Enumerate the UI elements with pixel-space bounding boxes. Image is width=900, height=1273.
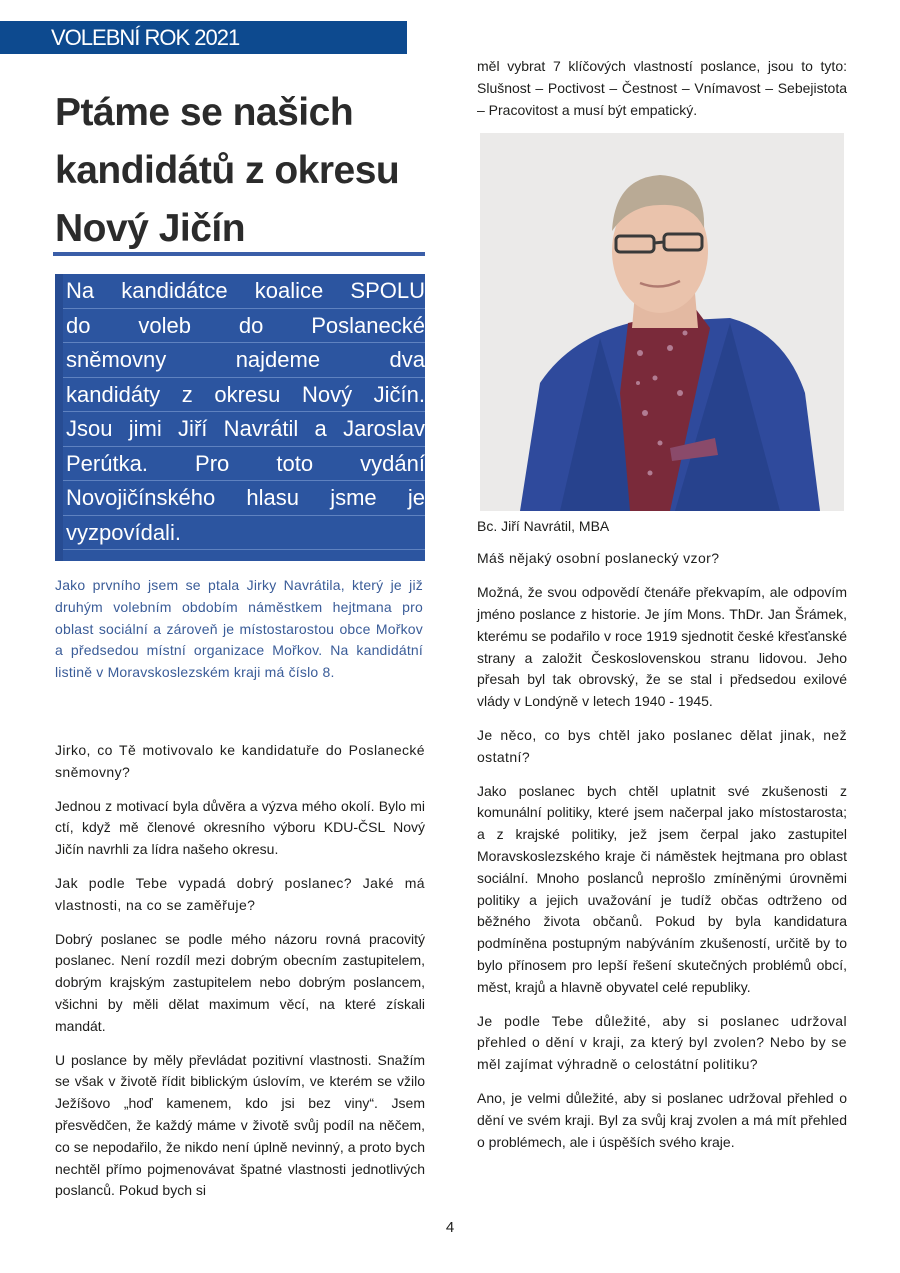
lead-line: Novojičínského hlasu jsme je bbox=[63, 481, 425, 516]
section-label: VOLEBNÍ ROK 2021 bbox=[51, 25, 240, 50]
interview-answer-continued: měl vybrat 7 klíčových vlastností poslance, jsou to tyto: Slušnost – Poctivost – Čestnost – Vnímavost – Sebejistota – Pracovitost a musí být empatický. bbox=[477, 58, 847, 118]
lead-line: kandidáty z okresu Nový Jičín. bbox=[63, 378, 425, 413]
left-column bbox=[55, 740, 425, 1214]
lead-line: Jsou jimi Jiří Navrátil a Jaroslav bbox=[63, 412, 425, 447]
article-title bbox=[55, 84, 435, 258]
intro-paragraph: Jako prvního jsem se ptala Jirky Navrátila, který je již druhým volebním obdobím náměstkem hejtmana pro oblast sociální a zároveň je místostarostou obce Mořkov a předsedou místní organizace Mořkov. Na kandidátní listině v Moravskoslezském kraji má číslo 8. bbox=[55, 577, 423, 681]
interview-question: Jak podle Tebe vypadá dobrý poslanec? Jaké má vlastnosti, na co se zaměřuje? bbox=[55, 874, 425, 913]
interview-question: Máš nějaký osobní poslanecký vzor? bbox=[477, 550, 720, 567]
title-line: kandidátů z okresu bbox=[55, 149, 400, 192]
right-column bbox=[477, 56, 847, 1165]
interview-answer: Jednou z motivací byla důvěra a výzva mého okolí. Bylo mi ctí, když mě členové okresního výboru KDU-ČSL Nový Jičín navrhli za lídra našeho okresu. bbox=[55, 797, 425, 858]
lead-line: Perútka. Pro toto vydání bbox=[63, 447, 425, 482]
interview-answer: U poslance by měly převládat pozitivní vlastnosti. Snažím se však v životě řídit biblickým úslovím, ve kterém se vžilo Ježíšovo „hoď kamenem, kdo jsi bez viny“. Jsem přesvědčen, že každý máme v životě svůj podíl na něčem, co se nepodařilo, že nikdo není úplně nevinný, a proto bych nechtěl přímo pojmenovávat špatné vlastnosti jednotlivých poslanců. Pokud bych si bbox=[55, 1051, 425, 1199]
interview-answer: Možná, že svou odpovědí čtenáře překvapím, ale odpovím jméno poslance z historie. Je jím Mons. ThDr. Jan Šrámek, kterému se podařilo v roce 1919 sjednotit české křesťanské strany a založit Československou stranu lidovou. Jeho přesah byl tak obrovský, že se stal i předsedou exilové vlády v Londýně v letech 1940 - 1945. bbox=[477, 584, 847, 710]
interview-question: Je podle Tebe důležité, aby si poslanec udržoval přehled o dění v kraji, za který byl zvolen? Nebo by se měl zajímat výhradně o celostátní politiku? bbox=[477, 1012, 847, 1073]
lead-box bbox=[55, 274, 425, 561]
title-line: Ptáme se našich bbox=[55, 91, 354, 134]
interview-answer: Dobrý poslanec se podle mého názoru rovná pracovitý poslanec. Není rozdíl mezi dobrým obecním zastupitelem, dobrým krajským zastupitelem nebo dobrým poslancem, všichni by měli dělat maximum věcí, na které získali mandát. bbox=[55, 930, 425, 1034]
section-banner bbox=[0, 21, 407, 54]
title-line: Nový Jičín bbox=[55, 207, 246, 250]
lead-line: Na kandidátce koalice SPOLU bbox=[63, 274, 425, 309]
lead-line: do voleb do Poslanecké bbox=[63, 309, 425, 344]
lead-line: vyzpovídali. bbox=[63, 516, 425, 551]
interview-answer: Ano, je velmi důležité, aby si poslanec udržoval přehled o dění ve svém kraji. Byl za svůj kraj zvolen a má mít přehled o problémech, ale i úspěších svého kraje. bbox=[477, 1089, 847, 1150]
interview-answer: Jako poslanec bych chtěl uplatnit své zkušenosti z komunální politiky, které jsem načerpal jako místostarosta; a z krajské politiky, jež jsem čerpal jako zastupitel Moravskoslezského kraje či náměstek hejtmana pro oblast sociální. Mnoho poslanců neprošlo zmíněnými úrovněmi politiky a jejich uvažování je tudíž občas odtrženo od běžného života občanů. Pokud by byla kandidatura podmíněna postupným nabýváním zkušeností, určitě by to bylo přínosem pro lepší řešení skutečných problémů obcí, měst, krajů a hlavně obyvatel celé republiky. bbox=[477, 782, 847, 995]
page-number: 4 bbox=[445, 1219, 455, 1236]
portrait-image bbox=[480, 133, 844, 511]
photo-caption: Bc. Jiří Navrátil, MBA bbox=[477, 518, 610, 535]
candidate-photo bbox=[480, 133, 844, 511]
interview-question: Je něco, co bys chtěl jako poslanec dělat jinak, než ostatní? bbox=[477, 726, 847, 765]
title-divider bbox=[53, 252, 425, 256]
interview-question: Jirko, co Tě motivovalo ke kandidatuře do Poslanecké sněmovny? bbox=[55, 742, 425, 780]
lead-line: sněmovny najdeme dva bbox=[63, 343, 425, 378]
